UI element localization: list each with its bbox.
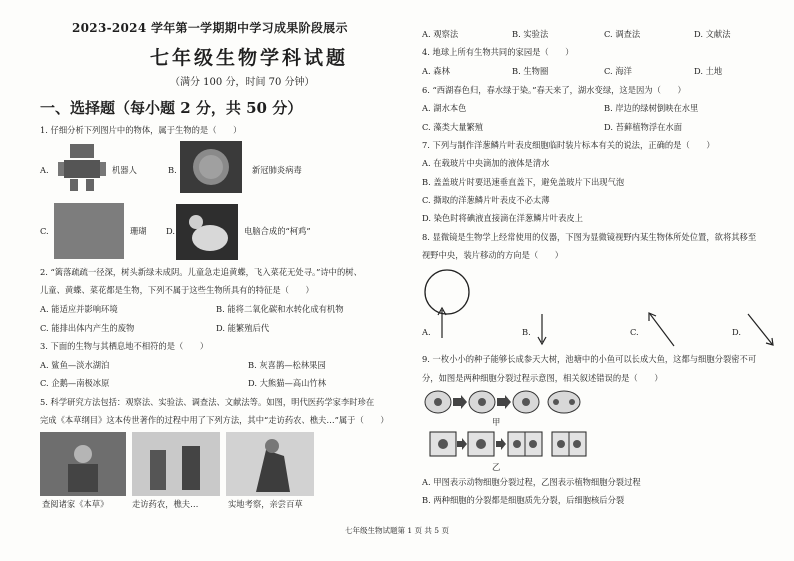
chicken-image <box>176 204 238 260</box>
q8-option-a: A. <box>422 327 431 337</box>
q1-option-a: A. <box>40 165 49 175</box>
li-shizhen-field-image <box>226 432 314 496</box>
label-jia: 甲 <box>492 417 501 427</box>
q8-option-d: D. <box>732 327 741 337</box>
page-footer: 七年级生物试题第 1 页 共 5 页 <box>345 526 449 535</box>
q5-option-c: C. 调查法 <box>604 29 641 39</box>
section-heading: 一、选择题（每小题 2 分，共 50 分） <box>40 99 303 117</box>
q1-option-b: B. <box>168 165 177 175</box>
caption-visiting: 走访药农，樵夫… <box>132 499 199 509</box>
q2-option-c: C. 能排出体内产生的废物 <box>40 323 135 333</box>
q8-option-c: C. <box>630 327 639 337</box>
q2-line-2: 儿童、黄蝶、菜花都是生物，下列不属于这些生物所具有的特征是（ ） <box>40 285 314 295</box>
q4-option-a: A. 森林 <box>422 66 450 76</box>
arrow-up-icon <box>434 306 450 340</box>
q7-option-d: D. 染色时将碘液直接滴在洋葱鳞片叶表皮上 <box>422 213 583 223</box>
q5-line-2: 完成《本草纲目》这本传世著作的过程中用了下列方法，其中“走访药农、樵夫…”属于（ ） <box>40 415 389 425</box>
q1-label-a: 机器人 <box>112 165 137 175</box>
virus-image <box>180 141 242 193</box>
arrow-up-left-icon <box>644 310 680 350</box>
q5-option-b: B. 实验法 <box>512 29 549 39</box>
q7-option-b: B. 盖盖玻片时要迅速垂直盖下，避免盖玻片下出现气泡 <box>422 177 625 187</box>
q4-option-b: B. 生物圈 <box>512 66 549 76</box>
q4-option-c: C. 海洋 <box>604 66 632 76</box>
q3-stem: 3. 下面的生物与其栖息地不相符的是（ ） <box>40 341 209 351</box>
q5-option-d: D. 文献法 <box>694 29 731 39</box>
coral-image <box>54 203 124 259</box>
q6-stem: 6. “西湖春色归，春水绿于染。”春天来了，湖水变绿，这是因为（ ） <box>422 85 686 95</box>
exam-subtitle: （满分 100 分，时间 70 分钟） <box>170 77 315 88</box>
q2-option-a: A. 能适应并影响环境 <box>40 304 118 314</box>
q2-option-d: D. 能繁殖后代 <box>216 323 270 333</box>
q1-label-d: 电脑合成的“柯鸡” <box>244 226 311 236</box>
q4-stem: 4. 地球上所有生物共同的家园是（ ） <box>422 47 574 57</box>
q1-option-d: D. <box>166 226 175 236</box>
caption-field: 实地考察，亲尝百草 <box>228 499 303 509</box>
q6-option-b: B. 岸边的绿树倒映在水里 <box>604 103 699 113</box>
q6-option-c: C. 藻类大量繁殖 <box>422 122 484 132</box>
q2-line-1: 2. “篱落疏疏一径深，树头新绿未成阴。儿童急走追黄蝶，飞入菜花无处寻。”诗中的树、 <box>40 267 362 277</box>
q9-option-a: A. 甲图表示动物细胞分裂过程，乙图表示植物细胞分裂过程 <box>422 477 641 487</box>
q7-option-a: A. 在载玻片中央滴加的液体是清水 <box>422 158 550 168</box>
q6-option-a: A. 湖水本色 <box>422 103 467 113</box>
arrow-down-icon <box>534 312 550 348</box>
plant-cell-division-diagram <box>430 430 586 460</box>
q4-option-d: D. 土地 <box>694 66 723 76</box>
q6-option-d: D. 苔藓植物浮在水面 <box>604 122 683 132</box>
q8-line-1: 8. 显微镜是生物学上经常使用的仪器，下图为显微镜视野内某生物体所处位置，欲将其移至 <box>422 232 757 242</box>
q3-option-b: B. 灰喜鹊—松林果园 <box>248 360 326 370</box>
q9-line-2: 分，如图是两种细胞分裂过程示意图，相关叙述错误的是（ ） <box>422 373 663 383</box>
q1-label-c: 珊瑚 <box>130 226 147 236</box>
q3-option-d: D. 大熊猫—高山竹林 <box>248 378 327 388</box>
q1-label-b: 新冠肺炎病毒 <box>252 165 302 175</box>
q3-option-c: C. 企鹅—南极冰原 <box>40 378 110 388</box>
li-shizhen-visiting-image <box>132 432 220 496</box>
q3-option-a: A. 鲨鱼—淡水湖泊 <box>40 360 110 370</box>
q8-option-b: B. <box>522 327 531 337</box>
li-shizhen-reading-image <box>40 432 126 496</box>
q5-line-1: 5. 科学研究方法包括：观察法、实验法、调查法、文献法等。如图，明代医药学家李时珍在 <box>40 397 375 407</box>
caption-reading: 查阅诸家《本草》 <box>42 499 109 509</box>
exam-title: 七年级生物学科试题 <box>150 47 349 69</box>
q1-option-c: C. <box>40 226 49 236</box>
q7-option-c: C. 撕取的洋葱鳞片叶表皮不必太薄 <box>422 195 550 205</box>
q9-option-b: B. 两种细胞的分裂都是细胞质先分裂，后细胞核后分裂 <box>422 495 625 505</box>
robot-image <box>56 142 108 192</box>
q8-line-2: 视野中央，装片移动的方向是（ ） <box>422 250 564 260</box>
q7-stem: 7. 下列与制作洋葱鳞片叶表皮细胞临时装片标本有关的说法，正确的是（ ） <box>422 140 715 150</box>
q5-option-a: A. 观察法 <box>422 29 459 39</box>
animal-cell-division-diagram <box>424 388 584 416</box>
q9-line-1: 9. 一枚小小的种子能够长成参天大树，池塘中的小鱼可以长成大鱼，这都与细胞分裂密不可 <box>422 354 757 364</box>
q2-option-b: B. 能将二氧化碳和水转化成有机物 <box>216 304 344 314</box>
q1-stem: 1. 仔细分析下列图片中的物体，属于生物的是（ ） <box>40 125 242 135</box>
label-yi: 乙 <box>492 462 501 472</box>
arrow-down-right-icon <box>744 310 780 350</box>
exam-header: 2023-2024 学年第一学期期中学习成果阶段展示 <box>72 21 348 35</box>
